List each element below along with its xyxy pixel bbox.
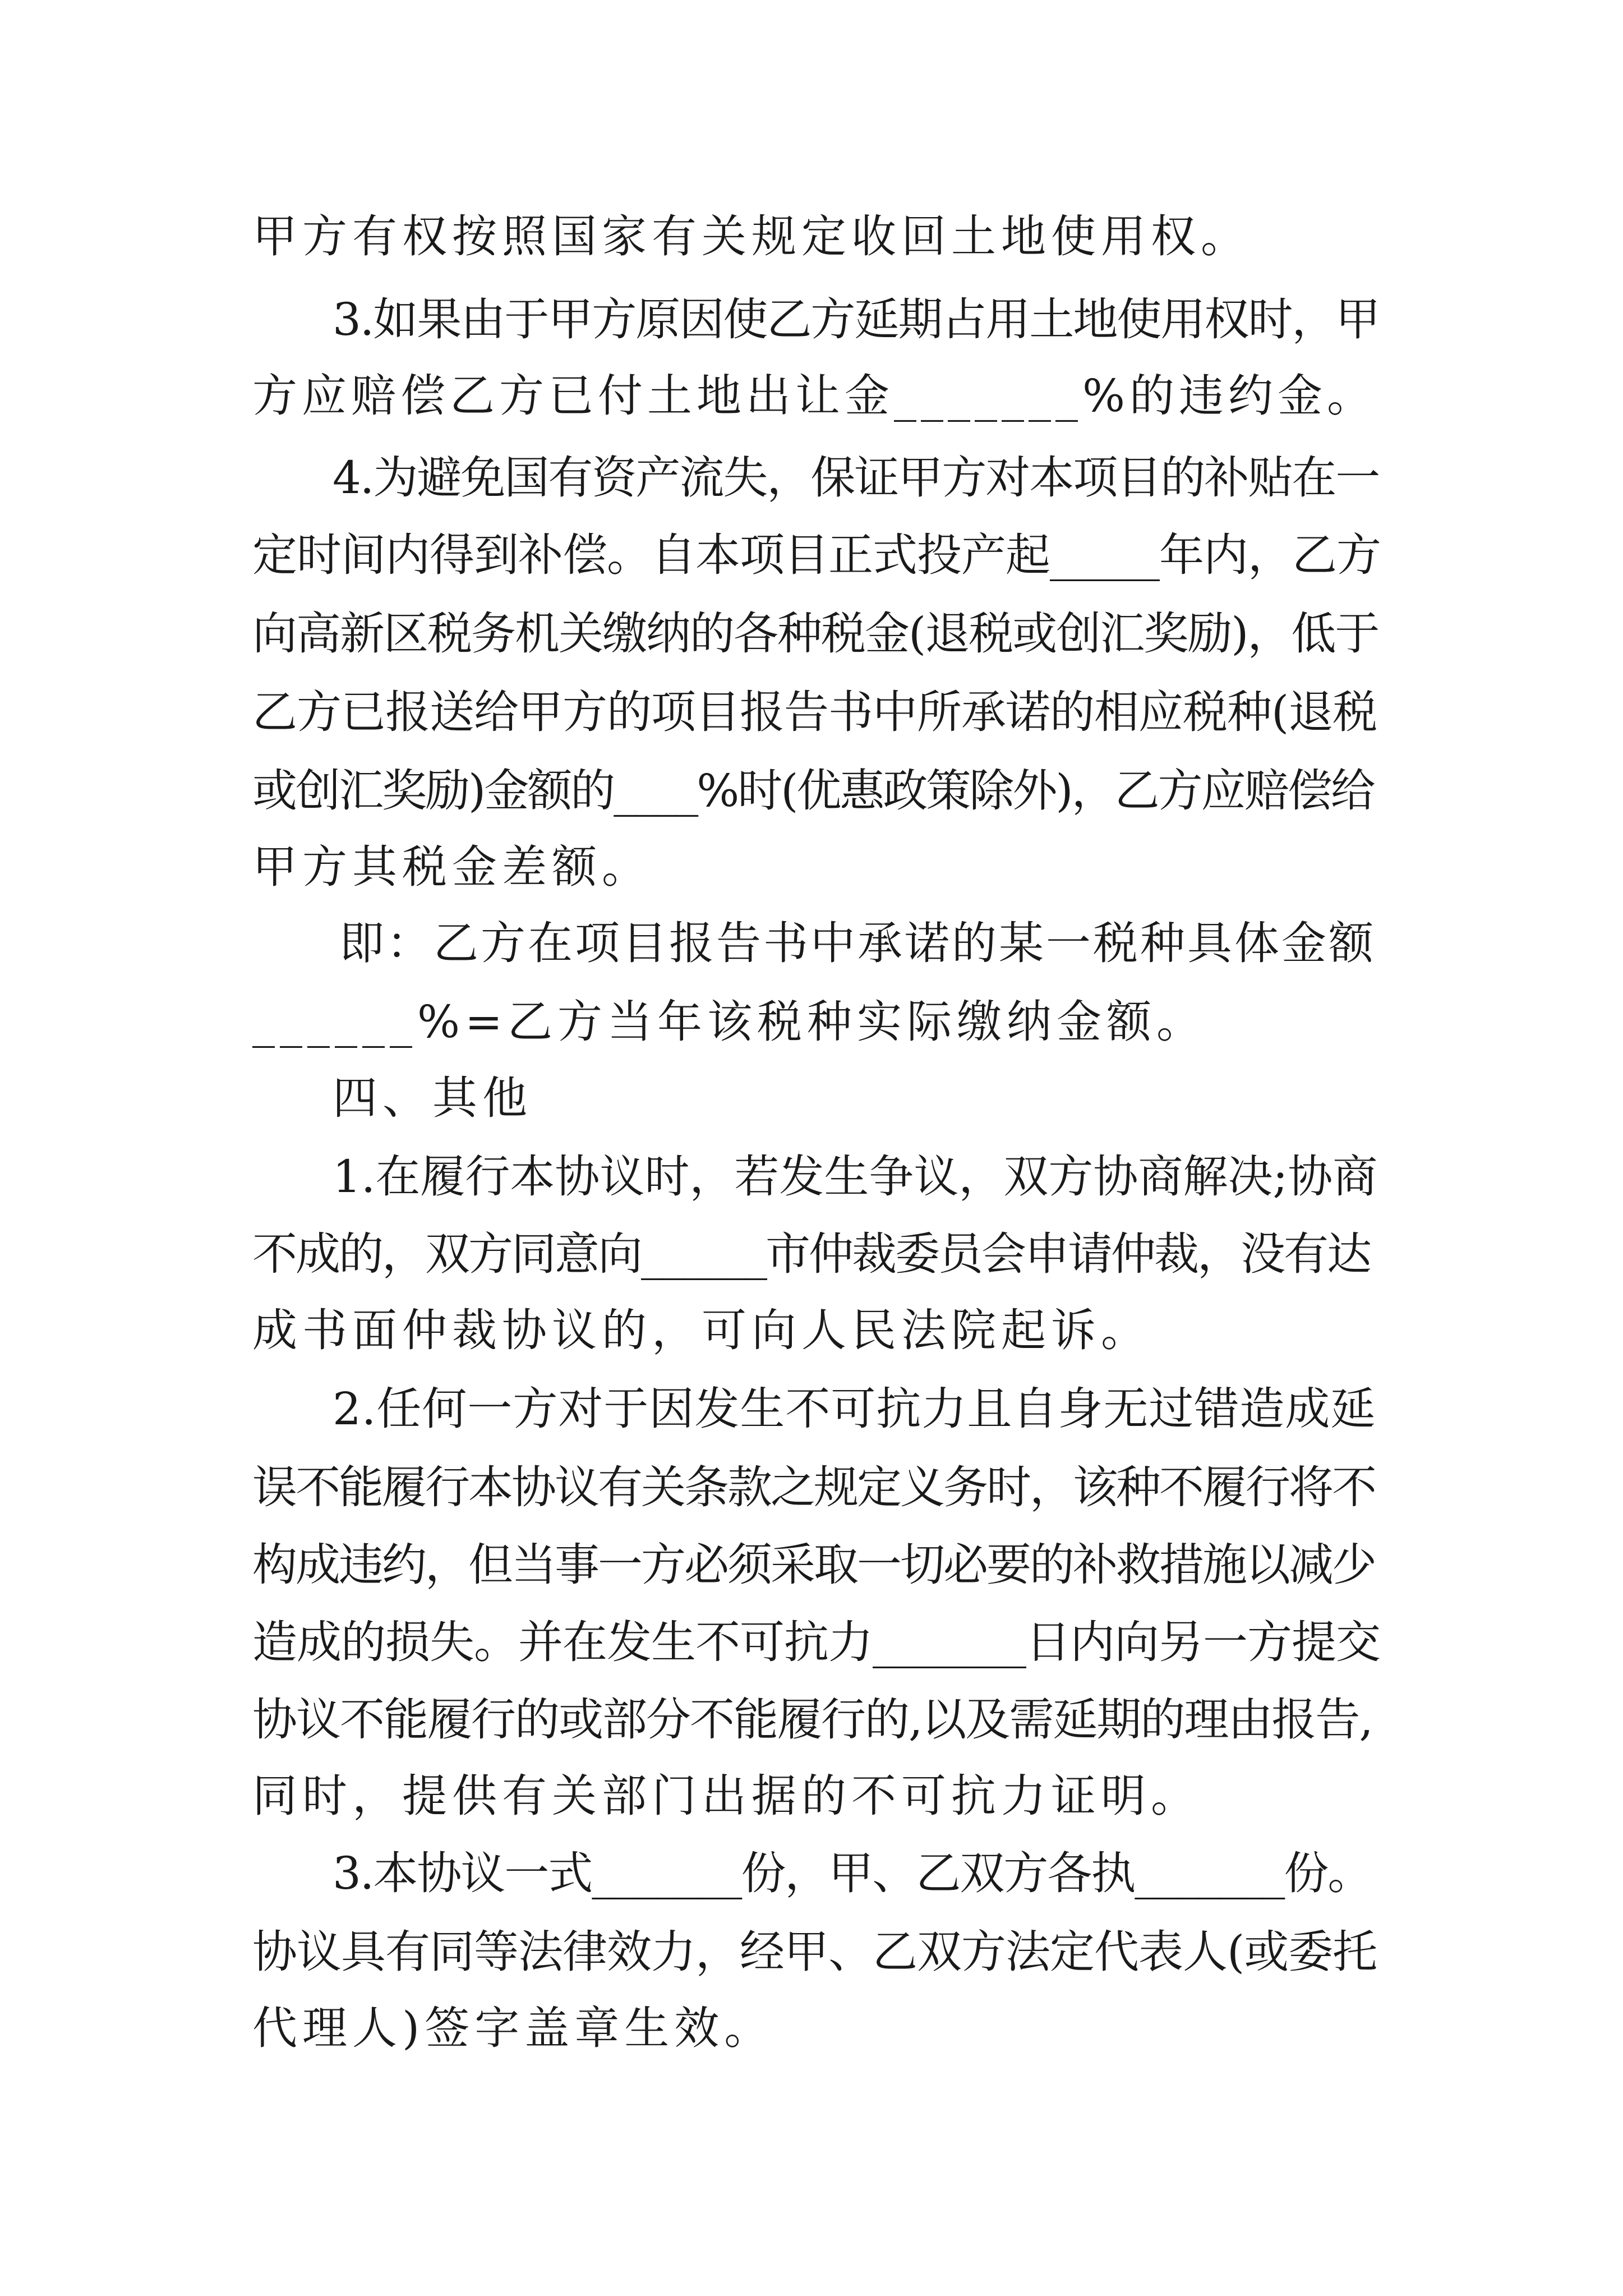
text-line: 甲方有权按照国家有关规定收回土地使用权。 (252, 210, 1251, 263)
text-line: 4.为避免国有资产流失，保证甲方对本项目的补贴在一 (333, 452, 1380, 504)
text-line: 甲方其税金差额。 (252, 841, 652, 893)
text-line: 即：乙方在项目报告书中承诺的某一税种具体金额 (339, 917, 1376, 969)
text-line: 误不能履行本协议有关条款之规定义务时，该种不履行将不 (252, 1461, 1375, 1513)
text-line: 代理人)签字盖章生效。 (252, 2002, 774, 2054)
text-line: 或创汇奖励)金额的____%时(优惠政策除外)，乙方应赔偿给 (252, 765, 1374, 817)
text-line: 协议具有同等法律效力，经甲、乙双方法定代表人(或委托 (252, 1926, 1377, 1978)
text-line: 方应赔偿乙方已付土地出让金_______%的违约金。 (252, 370, 1377, 422)
text-line: 构成违约，但当事一方必须采取一切必要的补救措施以减少 (252, 1539, 1375, 1591)
text-line: 协议不能履行的或部分不能履行的,以及需延期的理由报告, (252, 1694, 1372, 1746)
text-line: 1.在履行本协议时，若发生争议，双方协商解决;协商 (333, 1151, 1378, 1203)
text-line: 乙方已报送给甲方的项目报告书中所承诺的相应税种(退税 (252, 686, 1377, 738)
text-line: 3.如果由于甲方原因使乙方延期占用土地使用权时，甲 (333, 293, 1380, 346)
text-line: 不成的，双方同意向______市仲裁委员会申请仲裁，没有达 (252, 1228, 1370, 1280)
text-line: 造成的损失。并在发生不可抗力_______日内向另一方提交 (252, 1616, 1380, 1668)
section-heading: 四、其他 (333, 1072, 532, 1124)
text-line: 向高新区税务机关缴纳的各种税金(退税或创汇奖励)，低于 (252, 608, 1379, 660)
text-line: 3.本协议一式_______份，甲、乙双方各执_______份。 (333, 1847, 1372, 1899)
text-line: 成书面仲裁协议的，可向人民法院起诉。 (252, 1304, 1151, 1356)
text-line: 2.任何一方对于因发生不可抗力且自身无过错造成延 (333, 1383, 1376, 1435)
text-line: 定时间内得到补偿。自本项目正式投产起_____年内，乙方 (252, 529, 1381, 581)
text-line: ______%=乙方当年该税种实际缴纳金额。 (252, 996, 1207, 1048)
text-line: 同时，提供有关部门出据的不可抗力证明。 (252, 1770, 1201, 1822)
